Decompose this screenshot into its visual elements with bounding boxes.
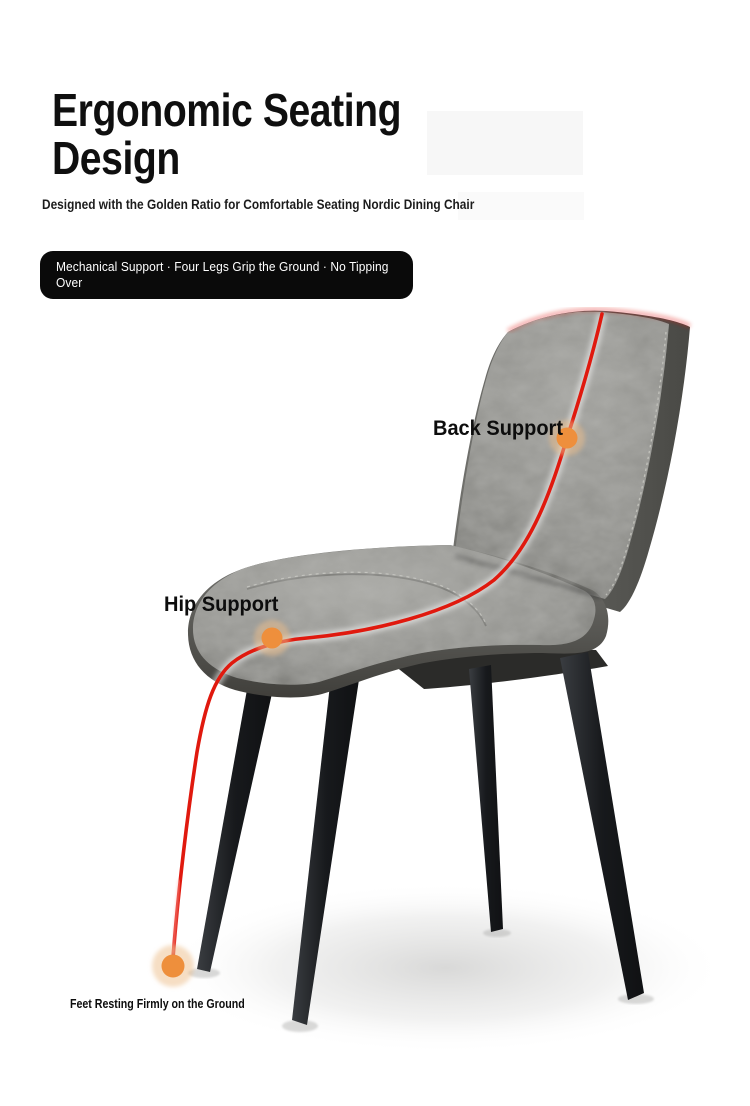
- page-title-line1: Ergonomic Seating: [52, 84, 402, 136]
- hip-support-dot: [254, 620, 290, 656]
- hip-support-label: Hip Support: [164, 592, 279, 616]
- page-title-line2: Design: [52, 132, 180, 184]
- back-support-label: Back Support: [433, 416, 563, 440]
- feature-badge: [40, 251, 413, 299]
- page-title: [52, 86, 401, 182]
- subtitle-backdrop-block: [458, 192, 584, 220]
- title-backdrop-block: [427, 111, 583, 175]
- feature-badge-label: Mechanical Support · Four Legs Grip the Ground · No Tipping Over: [56, 259, 389, 290]
- feet-ground-label: Feet Resting Firmly on the Ground: [70, 997, 245, 1011]
- feet-ground-dot: [152, 945, 194, 987]
- floor-shadow: [163, 882, 727, 1054]
- page-subtitle: Designed with the Golden Ratio for Comfortable Seating Nordic Dining Chair: [42, 197, 475, 212]
